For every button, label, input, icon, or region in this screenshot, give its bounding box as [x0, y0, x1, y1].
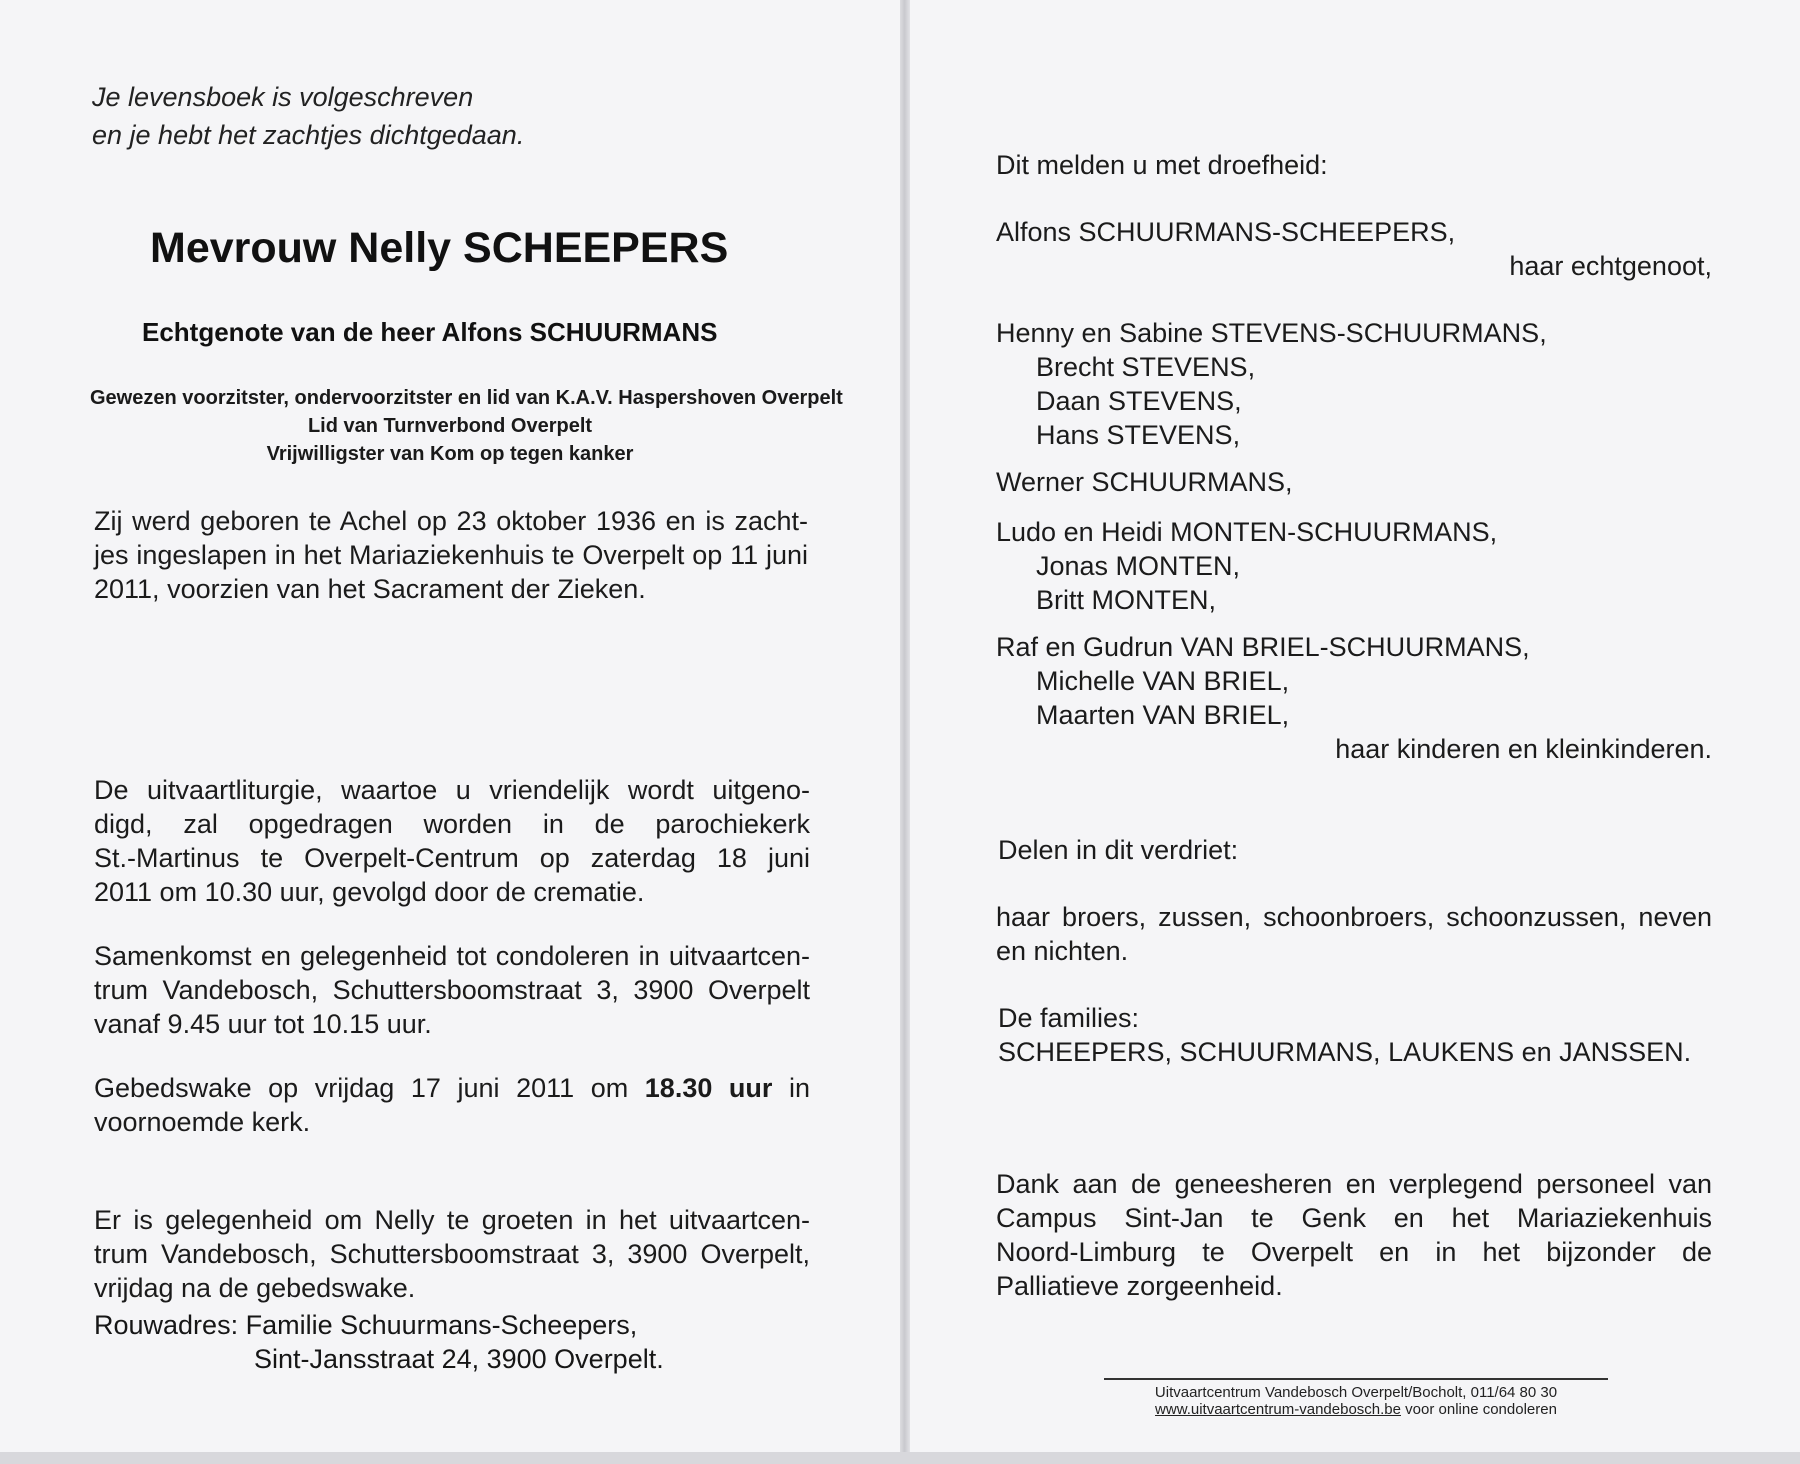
- birth-paragraph: [94, 504, 808, 606]
- scan-edge: [0, 1452, 1800, 1464]
- announcement-intro: Dit melden u met droefheid:: [996, 150, 1328, 180]
- wake-time: 18.30 uur: [644, 1073, 773, 1103]
- funeral-home-link[interactable]: www.uitvaartcentrum-vandebosch.be: [1155, 1401, 1401, 1418]
- footer-rule: [1104, 1378, 1608, 1380]
- siblings-line: haar broers, zussen, schoonbroers, schoonzussen, neven: [996, 902, 1712, 932]
- grandchild: Daan STEVENS,: [1036, 386, 1242, 416]
- funeral-home-web: [1104, 1401, 1608, 1418]
- family-werner: Werner SCHUURMANS,: [996, 467, 1293, 497]
- paragraph-line: 2011, voorzien van het Sacrament der Zieken.: [94, 574, 646, 604]
- role-line: Gewezen voorzitster, ondervoorzitster en lid van K.A.V. Haspershoven Overpelt: [90, 387, 843, 409]
- paragraph-line: trum Vandebosch, Schuttersboomstraat 3, 3900 Overpelt: [94, 975, 810, 1005]
- paragraph-line: De uitvaartliturgie, waartoe u vriendelijk wordt uitgeno-: [94, 775, 810, 805]
- grandchild: Michelle VAN BRIEL,: [1036, 666, 1290, 696]
- gathering-paragraph: [94, 939, 810, 1041]
- wake-line: [94, 1071, 810, 1105]
- role-line: Lid van Turnverbond Overpelt: [307, 415, 593, 437]
- paragraph-line: voornoemde kerk.: [94, 1107, 311, 1137]
- wake-paragraph: [94, 1071, 810, 1139]
- paragraph-line: digd, zal opgedragen worden in de parochiekerk: [94, 809, 810, 839]
- children-role: haar kinderen en kleinkinderen.: [1335, 734, 1712, 764]
- family-parents: Raf en Gudrun VAN BRIEL-SCHUURMANS,: [996, 632, 1530, 662]
- grandchild: Brecht STEVENS,: [1036, 352, 1256, 382]
- paragraph-line: vrijdag na de gebedswake.: [94, 1273, 416, 1303]
- thanks-line: Palliatieve zorgeenheid.: [996, 1271, 1283, 1301]
- family-parents: Ludo en Heidi MONTEN-SCHUURMANS,: [996, 517, 1498, 547]
- role-line: Vrijwilligster van Kom op tegen kanker: [266, 443, 634, 465]
- card-fold: [900, 0, 910, 1464]
- paragraph-line: Er is gelegenheid om Nelly te groeten in het uitvaartcen-: [94, 1205, 810, 1235]
- deceased-name: Mevrouw Nelly SCHEEPERS: [150, 224, 729, 272]
- grandchild: Jonas MONTEN,: [1036, 551, 1241, 581]
- family-van-briel: [996, 630, 1530, 732]
- mourning-address: [94, 1308, 664, 1376]
- families-label: De families:: [998, 1003, 1140, 1033]
- liturgy-paragraph: [94, 773, 810, 909]
- paragraph-line: vanaf 9.45 uur tot 10.15 uur.: [94, 1009, 432, 1039]
- footer-text: voor online condoleren: [1401, 1401, 1557, 1418]
- thanks-line: Dank aan de geneesheren en verplegend personeel van: [996, 1169, 1712, 1199]
- wake-text: in: [772, 1073, 811, 1103]
- address-family: Familie Schuurmans-Scheepers,: [245, 1310, 638, 1340]
- siblings-line: en nichten.: [996, 936, 1129, 966]
- funeral-home-footer: [1104, 1384, 1608, 1418]
- family-stevens: [996, 316, 1547, 452]
- family-parents: Henny en Sabine STEVENS-SCHUURMANS,: [996, 318, 1547, 348]
- paragraph-line: St.-Martinus te Overpelt-Centrum op zaterdag 18 juni: [94, 843, 810, 873]
- thanks-line: Noord-Limburg te Overpelt en in het bijzonder de: [996, 1237, 1712, 1267]
- siblings: [996, 900, 1712, 968]
- grandchild: Hans STEVENS,: [1036, 420, 1241, 450]
- husband-role: haar echtgenoot,: [1509, 251, 1712, 281]
- greet-paragraph: [94, 1203, 810, 1305]
- grandchild: Britt MONTEN,: [1036, 585, 1216, 615]
- roles: [90, 384, 843, 468]
- families: SCHEEPERS, SCHUURMANS, LAUKENS en JANSSEN.: [998, 1037, 1692, 1067]
- thanks-paragraph: [996, 1167, 1712, 1303]
- poem-line: Je levensboek is volgeschreven: [92, 82, 474, 112]
- poem: [92, 78, 524, 154]
- address-line: [94, 1308, 664, 1342]
- paragraph-line: trum Vandebosch, Schuttersboomstraat 3, 3900 Overpelt,: [94, 1239, 810, 1269]
- paragraph-line: 2011 om 10.30 uur, gevolgd door de crematie.: [94, 877, 645, 907]
- paragraph-line: jes ingeslapen in het Mariaziekenhuis te Overpelt op 11 juni: [94, 540, 808, 570]
- grandchild: Maarten VAN BRIEL,: [1036, 700, 1290, 730]
- paragraph-line: Zij werd geboren te Achel op 23 oktober 1936 en is zacht-: [94, 506, 808, 536]
- husband-name: Alfons SCHUURMANS-SCHEEPERS,: [996, 217, 1456, 247]
- poem-line: en je hebt het zachtjes dichtgedaan.: [92, 120, 525, 150]
- spouse-line: Echtgenote van de heer Alfons SCHUURMANS: [142, 317, 718, 347]
- paragraph-line: Samenkomst en gelegenheid tot condoleren in uitvaartcen-: [94, 941, 810, 971]
- share-intro: Delen in dit verdriet:: [998, 835, 1239, 865]
- wake-text: Gebedswake op vrijdag 17 juni 2011 om: [94, 1073, 645, 1103]
- family-monten: [996, 515, 1497, 617]
- address-label: Rouwadres:: [94, 1310, 239, 1340]
- funeral-home-contact: Uitvaartcentrum Vandebosch Overpelt/Bocholt, 011/64 80 30: [1154, 1384, 1558, 1401]
- thanks-line: Campus Sint-Jan te Genk en het Mariaziekenhuis: [996, 1203, 1712, 1233]
- address-street: Sint-Jansstraat 24, 3900 Overpelt.: [254, 1344, 664, 1374]
